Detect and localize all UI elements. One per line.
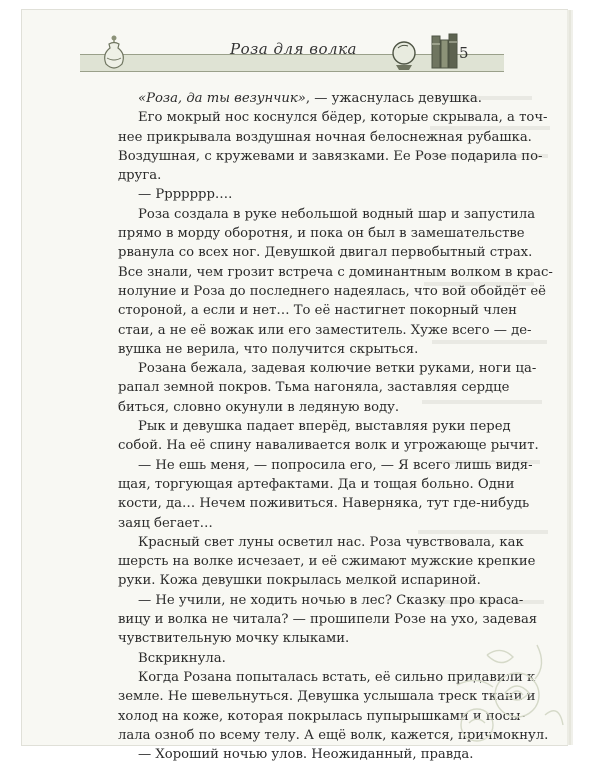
text-line: чувствительную мочку клыками.	[118, 631, 350, 647]
text-line: Когда Розана попыталась встать, её сильно придавили к	[138, 669, 536, 685]
text-line: лала озноб по всему телу. А ещё волк, кажется, причмокнул.	[118, 727, 549, 743]
text-line: Розана бежала, задевая колючие ветки руками, ноги ца-	[138, 361, 537, 377]
text-line: рванула со всех ног. Девушкой двигал первобытный страх.	[118, 245, 533, 261]
text-line: рапал земной покров. Тьма нагоняла, заставляя сердце	[118, 380, 510, 396]
text-line: Вскрикнула.	[138, 650, 226, 666]
text-line: нее прикрывала воздушная ночная белоснежная рубашка.	[118, 129, 532, 145]
running-title: Роза для волка	[230, 40, 357, 58]
page-number: 5	[459, 44, 469, 62]
text-line: земле. Не шевельнуться. Девушка услышала треск ткани и	[118, 689, 536, 705]
paragraph	[98, 185, 503, 204]
text-line: щая, торгующая артефактами. Да и тощая больно. Одни	[118, 476, 515, 492]
text-line: «Роза, да ты везунчик», — ужаснулась девушка.	[138, 91, 482, 106]
text-line: стороной, а если и нет… То её настигнет покорный член	[118, 303, 517, 319]
roses-icon	[417, 575, 567, 745]
paragraph	[98, 417, 539, 456]
text-line: вушка не верила, что получится скрыться.	[118, 341, 419, 357]
text-line: руки. Кожа девушки покрылась мелкой испариной.	[118, 573, 481, 589]
text-line: Все знали, чем грозит встреча с доминантным волком в крас-	[118, 264, 553, 280]
text-line: холод на коже, которая покрылась пупырышками и посы-	[118, 708, 525, 724]
vase-icon	[98, 34, 130, 74]
crystal-ball-icon	[386, 38, 422, 72]
text-line: шерсть на волке исчезает, и её сжимают мужские крепкие	[118, 554, 536, 570]
paragraph	[98, 359, 537, 417]
paragraph	[98, 205, 553, 359]
text-line: нолуние и Роза до последнего надеялась, что вой обойдёт её	[118, 283, 546, 299]
italic-quote: «Роза, да ты везунчик»	[138, 91, 306, 106]
paragraph	[98, 456, 533, 533]
text-line: — Ррррррр….	[138, 187, 233, 203]
text-line: — Не ешь меня, — попросила его, — Я всего лишь видя-	[138, 457, 533, 473]
text-line: Рык и девушка падает вперёд, выставляя руки перед	[138, 419, 511, 435]
text-line: Красный свет луны осветил нас. Роза чувствовала, как	[138, 534, 524, 550]
text-line: биться, словно окунули в ледяную воду.	[118, 399, 400, 415]
paragraph	[98, 745, 503, 764]
text-line: — Не учили, не ходить ночью в лес? Сказку про краса-	[138, 592, 524, 608]
text-line: собой. На её спину наваливается волк и угрожающе рычит.	[118, 438, 539, 454]
text-line: друга.	[118, 168, 162, 184]
text-line: Роза создала в руке небольшой водный шар и запустила	[138, 206, 536, 222]
text-line: кости, да… Нечем поживиться. Наверняка, тут где-нибудь	[118, 496, 530, 512]
text-line: Воздушная, с кружевами и завязками. Ее Розе подарила по-	[118, 148, 543, 164]
running-header	[80, 34, 504, 74]
text-line: Его мокрый нос коснулся бёдер, которые скрывала, а точ-	[138, 110, 548, 126]
text-line: заяц бегает…	[118, 515, 213, 531]
text-line: — Хороший ночью улов. Неожиданный, правда.	[138, 747, 474, 763]
book-page	[22, 10, 567, 763]
text-line: стаи, а не её вожак или его заместитель. Хуже всего — де-	[118, 322, 532, 338]
paragraph	[98, 108, 548, 185]
paragraph	[98, 89, 503, 108]
text-line: вицу и волка не читала? — прошипели Розе на ухо, задевая	[118, 612, 538, 628]
text-line: прямо в морду оборотня, и пока он был в замешательстве	[118, 226, 525, 242]
